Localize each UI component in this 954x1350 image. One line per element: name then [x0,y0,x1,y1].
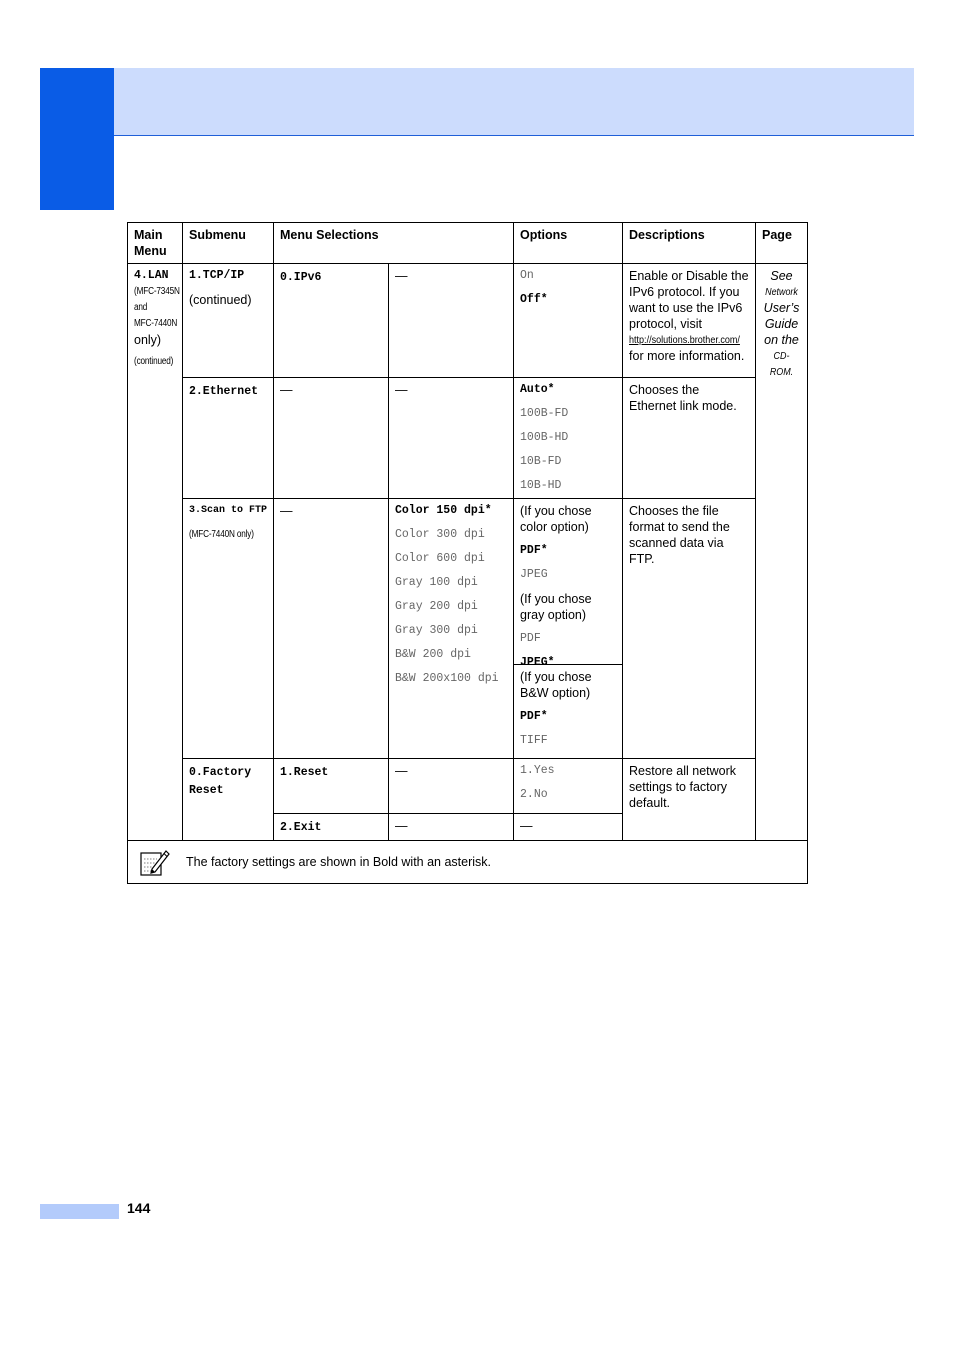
description-factory-reset [623,759,756,841]
sub-selection-reset [389,759,514,814]
main-menu-code: 4.LAN [134,269,169,282]
main-menu-model-2: and [134,302,148,313]
option-bw-tiff: TIFF [520,734,548,747]
option-gray-pdf: PDF [520,632,541,645]
note-wrap [134,845,801,879]
quality-gray-200: Gray 200 dpi [395,600,478,613]
options-ipv6 [514,264,623,378]
main-menu-cell [128,264,183,841]
selection-scan-to-ftp [274,499,389,759]
option-gray-jpeg: JPEG* [520,656,555,669]
submenu-tcpip-label: 1.TCP/IP [189,269,245,282]
description-ipv6-text: Enable or Disable the IPv6 protocol. If you want to use the IPv6 protocol, visit [629,269,749,331]
table-row-ethernet [128,378,808,499]
quality-gray-300: Gray 300 dpi [395,624,478,637]
submenu-tcpip [183,264,274,378]
header-menu-selections: Menu Selections [274,223,514,264]
header-page: Page [756,223,808,264]
page-number-tab [40,1204,119,1219]
page-ref-guide: Guide [764,317,799,331]
option-10b-hd: 10B-HD [520,479,562,492]
options-scan-to-ftp [514,499,623,759]
main-menu-model-3: MFC-7440N [134,318,178,329]
options-exit-dash: — [520,819,533,833]
page-ref-on-the: on the [764,333,799,347]
selection-exit [274,814,389,841]
header-band [114,68,914,136]
quality-color-600: Color 600 dpi [395,552,485,565]
description-scan-to-ftp [623,499,756,759]
table-note-row [128,841,808,884]
note-pencil-icon [138,846,172,878]
quality-bw-200: B&W 200 dpi [395,648,471,661]
sub-selection-ipv6-dash: — [395,269,408,283]
option-color-pdf: PDF* [520,544,548,557]
main-menu-continued: (continued) [134,356,174,367]
description-ethernet-text: Chooses the Ethernet link mode. [629,383,737,413]
selection-scan-to-ftp-dash: — [280,504,293,518]
option-color-jpeg: JPEG [520,568,548,581]
submenu-tcpip-note: (continued) [189,293,252,307]
option-on: On [520,269,534,282]
menu-settings-table [127,222,808,884]
submenu-factory-reset-label: 0.Factory Reset [189,766,252,797]
submenu-scan-to-ftp-note: (MFC-7440N only) [189,529,254,540]
submenu-factory-reset [183,759,274,841]
option-bw-pdf: PDF* [520,710,548,723]
option-no: 2.No [520,788,548,801]
submenu-ethernet-label: 2.Ethernet [189,385,259,398]
quality-color-150: Color 150 dpi* [395,504,492,517]
table-row-scan-to-ftp [128,499,808,759]
option-auto: Auto* [520,383,555,396]
options-bw-block [514,665,622,753]
header-submenu: Submenu [183,223,274,264]
page-ref-see: See [770,269,793,283]
options-ethernet [514,378,623,499]
submenu-scan-to-ftp [183,499,274,759]
description-scan-to-ftp-text: Chooses the file format to send the scanned data via FTP. [629,504,730,566]
selection-ethernet-dash: — [280,383,293,397]
sub-selection-exit-dash: — [395,819,408,833]
sub-selection-reset-dash: — [395,764,408,778]
description-ipv6-link[interactable]: http://solutions.brother.com/ [629,334,740,346]
selection-ipv6 [274,264,389,378]
submenu-ethernet [183,378,274,499]
selection-reset [274,759,389,814]
quality-gray-100: Gray 100 dpi [395,576,478,589]
note-cell [128,841,808,884]
table-row-tcpip [128,264,808,378]
options-color-gray-block [514,499,622,669]
description-factory-reset-text: Restore all network settings to factory default. [629,764,737,810]
description-ethernet [623,378,756,499]
page-ref-users: User’s [763,301,800,315]
page-ref-cdrom: CD-ROM. [769,350,794,378]
submenu-scan-to-ftp-label: 3.Scan to FTP [189,505,268,516]
sub-selection-ipv6 [389,264,514,378]
option-yes: 1.Yes [520,764,555,777]
table-header-row [128,223,808,264]
options-bw-label: (If you chose B&W option) [520,670,592,700]
option-100b-fd: 100B-FD [520,407,569,420]
sub-selections-scan-to-ftp [389,499,514,759]
description-ipv6 [623,264,756,378]
selection-ethernet [274,378,389,499]
header-descriptions: Descriptions [623,223,756,264]
selection-ipv6-label: 0.IPv6 [280,271,322,284]
selection-exit-label: 2.Exit [280,821,322,834]
header-main-menu: Main Menu [128,223,183,264]
sub-selection-ethernet [389,378,514,499]
option-off: Off* [520,293,548,306]
note-text: The factory settings are shown in Bold with an asterisk. [186,855,492,869]
options-exit [514,814,623,841]
sub-selection-ethernet-dash: — [395,383,408,397]
options-reset [514,759,623,814]
chapter-tab-block [40,68,114,210]
selection-reset-label: 1.Reset [280,766,329,779]
page-number: 144 [127,1200,151,1216]
main-menu-only: only) [134,333,162,347]
sub-selection-exit [389,814,514,841]
options-gray-label: (If you chose gray option) [520,592,592,622]
main-menu-model-1: (MFC-7345N [134,286,180,297]
description-ipv6-text-2: for more information. [629,349,745,363]
option-100b-hd: 100B-HD [520,431,569,444]
page-reference-cell [756,264,808,841]
header-options: Options [514,223,623,264]
page-ref-network: Network [765,286,798,298]
quality-bw-200x100: B&W 200x100 dpi [395,672,499,685]
quality-color-300: Color 300 dpi [395,528,485,541]
options-color-label: (If you chose color option) [520,504,592,534]
option-10b-fd: 10B-FD [520,455,562,468]
table-row-factory-reset [128,759,808,814]
